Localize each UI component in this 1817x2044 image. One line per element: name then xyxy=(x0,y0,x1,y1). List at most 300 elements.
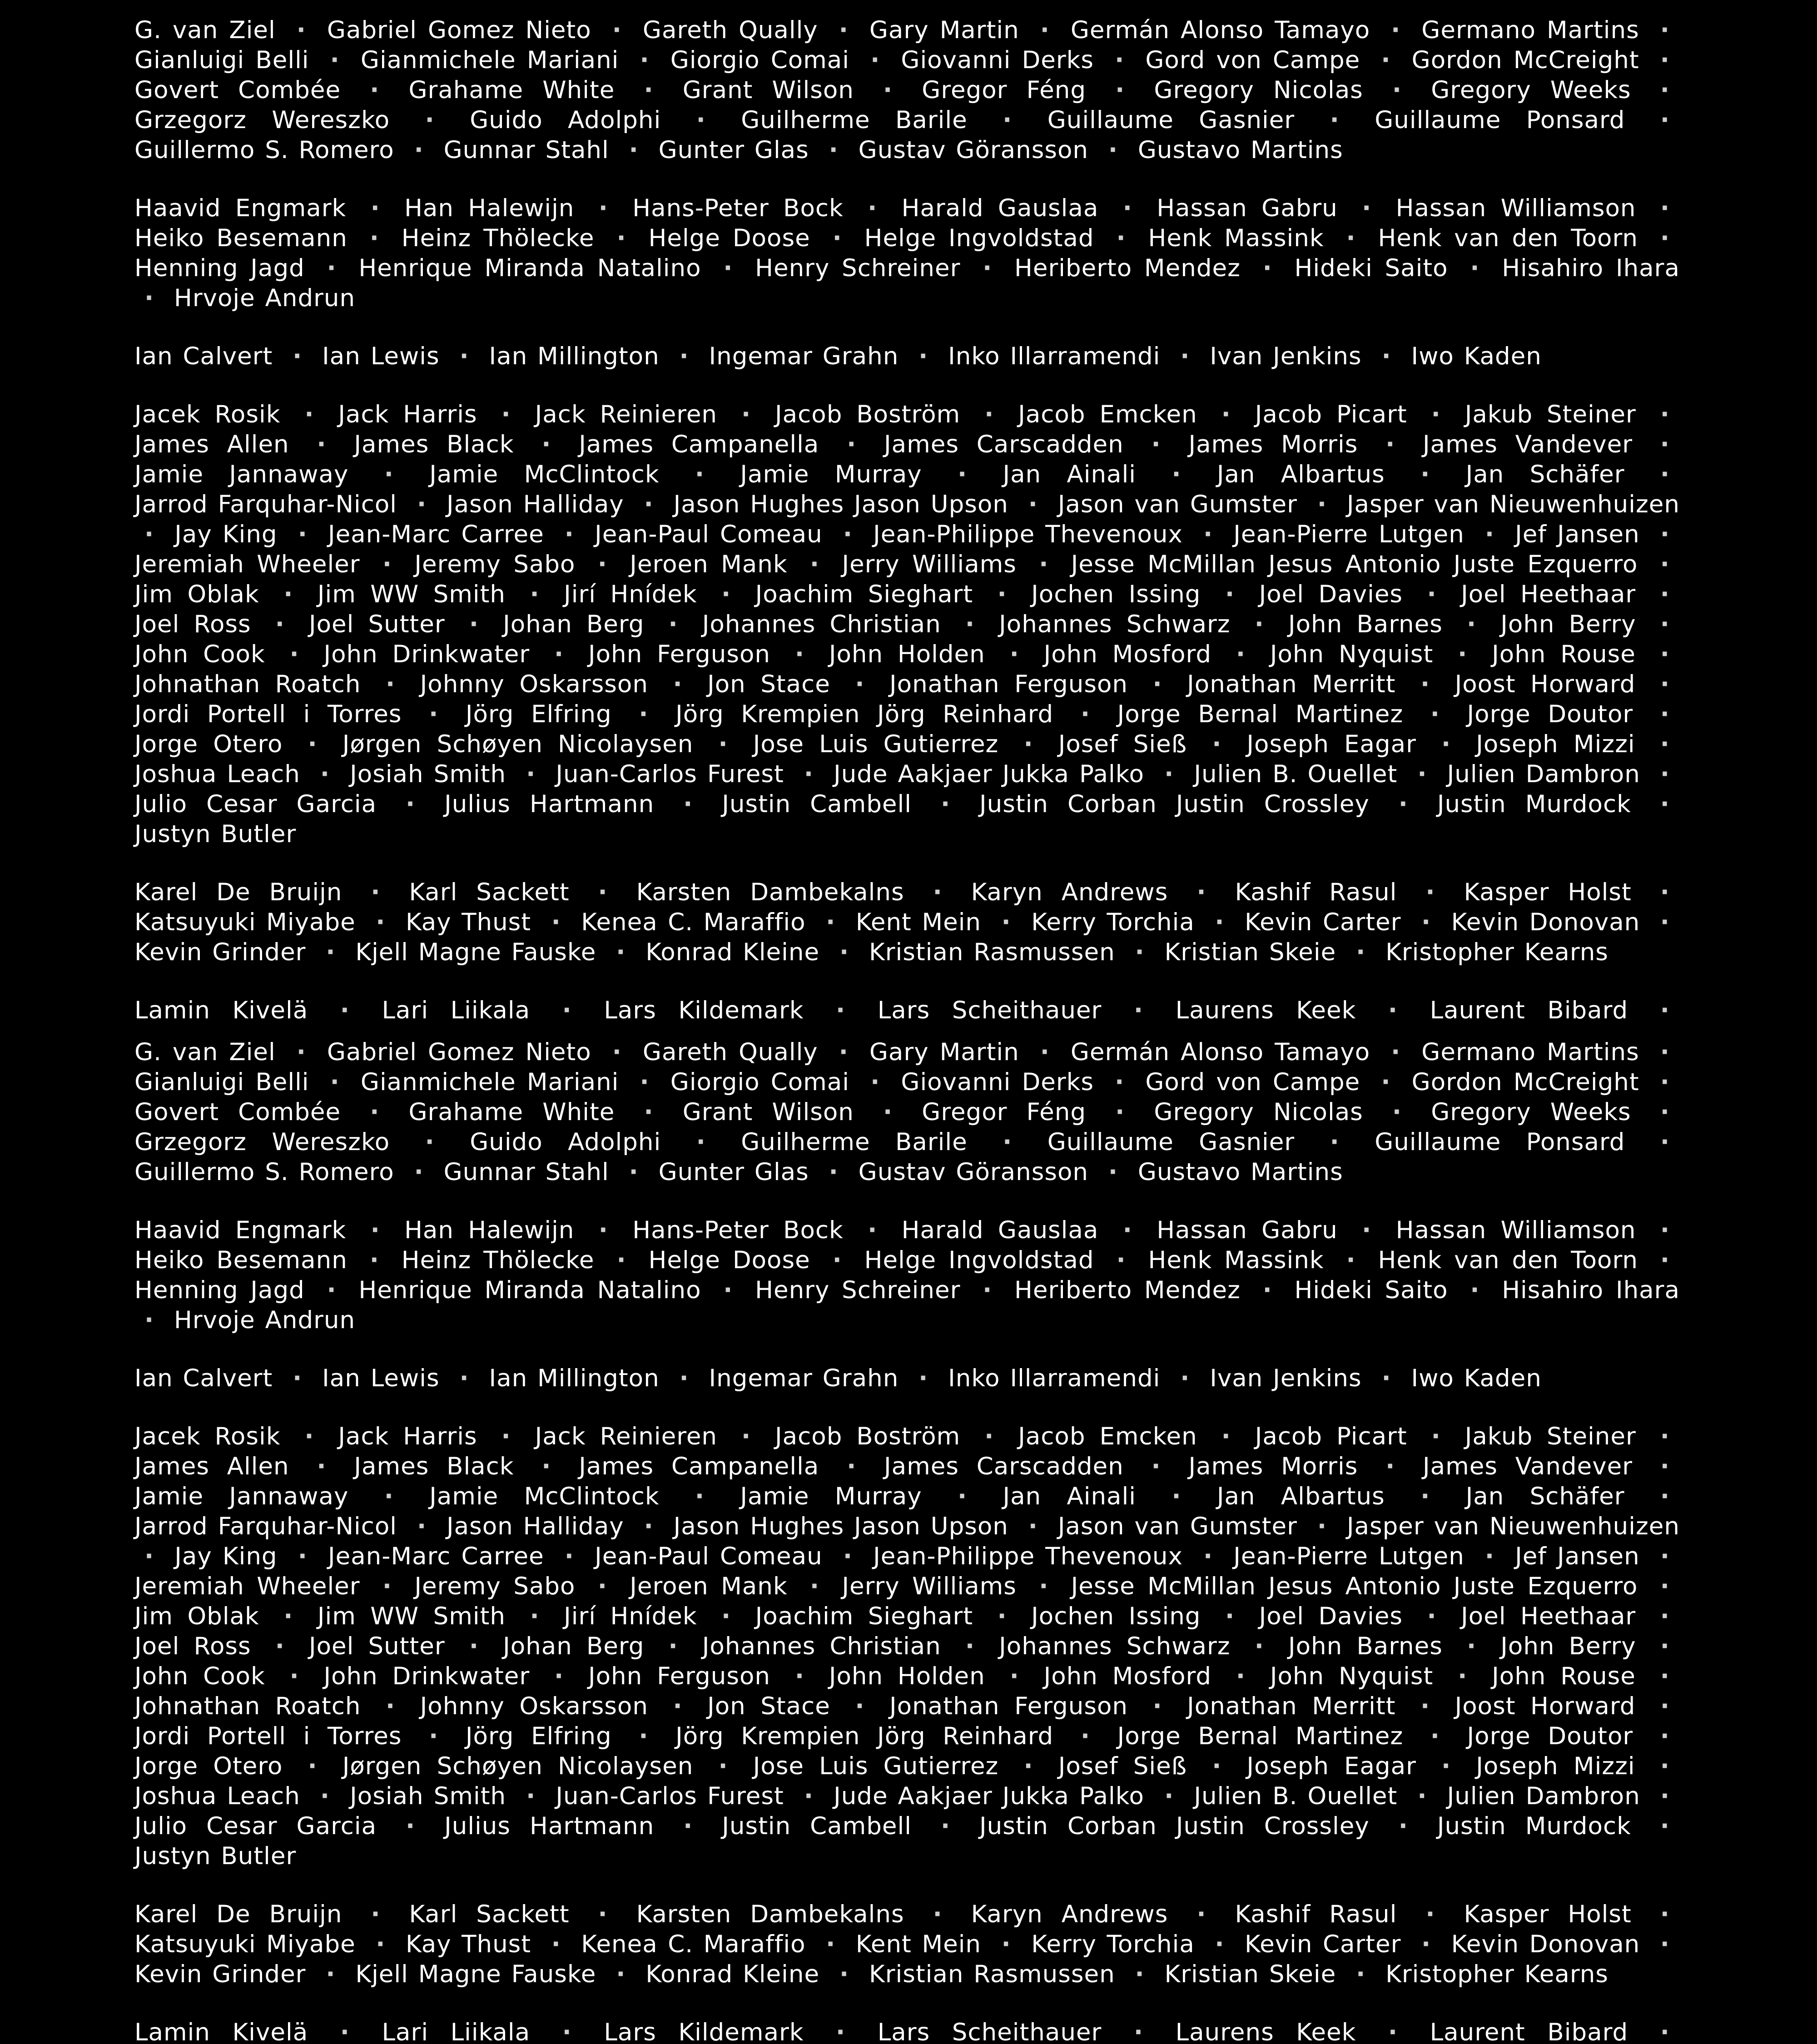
credits-group-k xyxy=(134,878,1680,967)
contributor-name: Guillermo S. Romero xyxy=(134,1158,394,1186)
separator-dot: · xyxy=(644,76,654,104)
contributor-name: Giovanni Derks xyxy=(901,1068,1094,1096)
contributor-name: Josef Sieß xyxy=(1058,730,1187,758)
contributor-name: Kashif Rasul xyxy=(1235,878,1397,906)
contributor-name: Haavid Engmark xyxy=(134,1216,347,1244)
contributor-name: Gary Martin xyxy=(869,16,1019,44)
contributor-name: John Cook xyxy=(134,1662,265,1690)
separator-dot: · xyxy=(304,401,314,428)
contributor-name: Jörg Krempien Jörg Reinhard xyxy=(675,700,1054,728)
contributor-name: Lamin Kivelä xyxy=(134,2019,308,2044)
separator-dot: · xyxy=(696,1128,706,1156)
separator-dot: · xyxy=(1356,938,1366,966)
credits-group-i xyxy=(134,342,1680,372)
contributor-name: Lars Kildemark xyxy=(604,997,804,1022)
contributor-name: Ian Millington xyxy=(489,342,660,370)
contributor-name: Justin Murdock xyxy=(1437,790,1631,818)
contributor-name: Julius Hartmann xyxy=(444,790,655,818)
contributor-name: Jerry Williams xyxy=(842,551,1017,578)
separator-dot: · xyxy=(564,521,574,548)
contributor-name: Guillermo S. Romero xyxy=(134,136,394,164)
contributor-name: Justin Corban Justin Crossley xyxy=(979,790,1370,818)
contributor-name: Iwo Kaden xyxy=(1411,1364,1542,1392)
separator-dot: · xyxy=(957,1483,968,1510)
contributor-name: Joseph Mizzi xyxy=(1476,730,1635,758)
contributor-name: Johannes Schwarz xyxy=(999,610,1231,638)
separator-dot: · xyxy=(1001,1930,1011,1958)
separator-dot: · xyxy=(1660,46,1670,74)
contributor-name: Haavid Engmark xyxy=(134,194,347,222)
contributor-name: Jack Reinieren xyxy=(535,401,718,428)
separator-dot: · xyxy=(1212,730,1222,758)
contributor-name: Jason van Gumster xyxy=(1057,1513,1297,1540)
separator-dot: · xyxy=(1660,1752,1670,1780)
contributor-name: Jude Aakjaer Jukka Palko xyxy=(834,760,1144,788)
contributor-name: Jack Harris xyxy=(338,1423,477,1450)
contributor-name: Heinz Thölecke xyxy=(401,224,595,252)
contributor-name: Justin Cambell xyxy=(722,790,912,818)
separator-dot: · xyxy=(1262,254,1272,282)
separator-dot: · xyxy=(1122,194,1132,222)
contributor-name: Jorge Otero xyxy=(134,730,283,758)
contributor-name: Kristopher Kearns xyxy=(1385,938,1608,966)
contributor-name: Ingemar Grahn xyxy=(709,1364,899,1392)
contributor-name: John Berry xyxy=(1500,610,1636,638)
separator-dot: · xyxy=(1164,1782,1174,1810)
separator-dot: · xyxy=(1381,46,1391,74)
credits-group-h xyxy=(134,1215,1680,1335)
contributor-name: James Black xyxy=(354,1453,514,1480)
contributor-name: Jason van Gumster xyxy=(1057,491,1297,518)
contributor-name: Jean-Paul Comeau xyxy=(595,1543,823,1570)
contributor-name: Germano Martins xyxy=(1421,16,1639,44)
contributor-name: Karsten Dambekalns xyxy=(636,1900,904,1928)
separator-dot: · xyxy=(382,551,392,578)
separator-dot: · xyxy=(1420,670,1430,698)
contributor-name: John Drinkwater xyxy=(323,640,530,668)
separator-dot: · xyxy=(1420,1483,1430,1510)
contributor-name: Jørgen Schøyen Nicolaysen xyxy=(342,1752,694,1780)
separator-dot: · xyxy=(965,610,975,638)
separator-dot: · xyxy=(741,401,751,428)
contributor-name: Katsuyuki Miyabe xyxy=(134,908,356,936)
separator-dot: · xyxy=(598,194,608,222)
separator-dot: · xyxy=(997,580,1007,608)
separator-dot: · xyxy=(369,224,379,252)
contributor-name: Grahame White xyxy=(408,1098,615,1126)
contributor-name: Helge Doose xyxy=(648,224,810,252)
contributor-name: Ian Calvert xyxy=(134,1364,273,1392)
separator-dot: · xyxy=(1484,1543,1495,1570)
contributor-name: Jorge Bernal Martinez xyxy=(1117,1722,1404,1750)
separator-dot: · xyxy=(340,2019,350,2044)
separator-dot: · xyxy=(1470,1276,1480,1304)
contributor-name: Joel Sutter xyxy=(309,610,445,638)
separator-dot: · xyxy=(1660,224,1670,252)
contributor-name: John Barnes xyxy=(1288,610,1443,638)
separator-dot: · xyxy=(417,491,427,518)
separator-dot: · xyxy=(376,1930,386,1958)
separator-dot: · xyxy=(933,1900,943,1928)
contributor-name: Hrvoje Andrun xyxy=(174,284,356,312)
separator-dot: · xyxy=(1385,1453,1395,1480)
separator-dot: · xyxy=(1221,1423,1231,1450)
contributor-name: Gabriel Gomez Nieto xyxy=(327,16,591,44)
contributor-name: Jorge Otero xyxy=(134,1752,283,1780)
separator-dot: · xyxy=(1660,16,1670,44)
separator-dot: · xyxy=(644,491,654,518)
separator-dot: · xyxy=(1122,1216,1132,1244)
contributor-name: Joel Sutter xyxy=(309,1632,445,1660)
contributor-name: Inko Illarramendi xyxy=(948,1364,1161,1392)
separator-dot: · xyxy=(1115,76,1125,104)
separator-dot: · xyxy=(839,1038,849,1066)
contributor-name: Helge Ingvoldstad xyxy=(864,1246,1094,1274)
contributor-name: Gianmichele Mariani xyxy=(360,1068,619,1096)
separator-dot: · xyxy=(144,284,154,312)
contributor-name: Gianmichele Mariani xyxy=(360,46,619,74)
separator-dot: · xyxy=(679,1364,689,1392)
separator-dot: · xyxy=(1388,997,1398,1022)
contributor-name: Guilherme Barile xyxy=(741,106,968,134)
separator-dot: · xyxy=(551,908,561,936)
contributor-name: Joost Horward xyxy=(1455,1692,1636,1720)
separator-dot: · xyxy=(1236,640,1246,668)
contributor-name: Jeremiah Wheeler xyxy=(134,1573,360,1600)
contributor-name: John Mosford xyxy=(1043,1662,1212,1690)
contributor-name: Jean-Philippe Thevenoux xyxy=(873,521,1183,548)
separator-dot: · xyxy=(289,1662,299,1690)
separator-dot: · xyxy=(855,670,865,698)
contributor-name: Jonathan Merritt xyxy=(1187,1692,1396,1720)
contributor-name: Grzegorz Wereszko xyxy=(134,1128,390,1156)
contributor-name: Han Halewijn xyxy=(404,194,575,222)
separator-dot: · xyxy=(320,1782,330,1810)
contributor-name: Joel Davies xyxy=(1259,580,1403,608)
contributor-name: Johnny Oskarsson xyxy=(420,670,648,698)
separator-dot: · xyxy=(1203,521,1213,548)
contributor-name: Helge Doose xyxy=(648,1246,810,1274)
separator-dot: · xyxy=(1467,1632,1477,1660)
contributor-name: Karel De Bruijn xyxy=(134,1900,343,1928)
contributor-name: John Rouse xyxy=(1492,640,1636,668)
separator-dot: · xyxy=(639,1722,649,1750)
separator-dot: · xyxy=(275,610,285,638)
separator-dot: · xyxy=(541,1453,551,1480)
separator-dot: · xyxy=(883,1098,893,1126)
separator-dot: · xyxy=(1458,640,1468,668)
separator-dot: · xyxy=(1009,640,1019,668)
contributor-name: Jochen Issing xyxy=(1031,580,1201,608)
contributor-name: Karl Sackett xyxy=(409,878,570,906)
separator-dot: · xyxy=(1116,224,1126,252)
separator-dot: · xyxy=(1660,580,1670,608)
credits-list xyxy=(134,15,1680,1022)
separator-dot: · xyxy=(870,46,880,74)
separator-dot: · xyxy=(826,1930,836,1958)
separator-dot: · xyxy=(326,938,336,966)
contributor-name: Justyn Butler xyxy=(134,1842,297,1870)
contributor-name: Kristopher Kearns xyxy=(1385,1960,1608,1988)
separator-dot: · xyxy=(1420,1692,1430,1720)
separator-dot: · xyxy=(839,938,849,966)
credits-viewport-bottom xyxy=(0,1022,1817,2044)
separator-dot: · xyxy=(283,580,293,608)
separator-dot: · xyxy=(679,342,689,370)
separator-dot: · xyxy=(1660,1038,1670,1066)
contributor-name: Han Halewijn xyxy=(404,1216,575,1244)
contributor-name: Jerry Williams xyxy=(842,1573,1017,1600)
separator-dot: · xyxy=(289,640,299,668)
contributor-name: Laurent Bibard xyxy=(1430,997,1628,1022)
credits-group-l xyxy=(134,996,1680,1022)
contributor-name: Lars Kildemark xyxy=(604,2019,804,2044)
separator-dot: · xyxy=(1381,342,1391,370)
separator-dot: · xyxy=(1212,1752,1222,1780)
contributor-name: Jean-Marc Carree xyxy=(328,1543,544,1570)
contributor-name: Joel Ross xyxy=(134,1632,251,1660)
separator-dot: · xyxy=(1660,401,1670,428)
separator-dot: · xyxy=(1425,1900,1435,1928)
contributor-name: Jirí Hnídek xyxy=(564,580,697,608)
separator-dot: · xyxy=(1039,1573,1049,1600)
separator-dot: · xyxy=(1660,461,1670,488)
separator-dot: · xyxy=(1133,2019,1144,2044)
separator-dot: · xyxy=(317,1453,327,1480)
separator-dot: · xyxy=(144,1543,154,1570)
separator-dot: · xyxy=(983,1276,993,1304)
separator-dot: · xyxy=(1398,1812,1408,1840)
separator-dot: · xyxy=(723,1276,733,1304)
contributor-name: Gregory Nicolas xyxy=(1154,76,1363,104)
contributor-name: Gustav Göransson xyxy=(858,136,1088,164)
separator-dot: · xyxy=(320,760,330,788)
contributor-name: Gareth Qually xyxy=(642,16,818,44)
separator-dot: · xyxy=(417,1513,427,1540)
separator-dot: · xyxy=(327,254,337,282)
contributor-name: Kevin Carter xyxy=(1245,1930,1401,1958)
contributor-name: Jonathan Ferguson xyxy=(889,670,1128,698)
separator-dot: · xyxy=(369,1246,379,1274)
separator-dot: · xyxy=(1180,342,1190,370)
contributor-name: Germano Martins xyxy=(1421,1038,1639,1066)
contributor-name: Jacob Emcken xyxy=(1018,1423,1197,1450)
credits-list xyxy=(134,1037,1680,2044)
separator-dot: · xyxy=(327,1276,337,1304)
contributor-name: Govert Combée xyxy=(134,76,341,104)
separator-dot: · xyxy=(564,1543,574,1570)
separator-dot: · xyxy=(809,1573,820,1600)
separator-dot: · xyxy=(1180,1364,1190,1392)
contributor-name: Kevin Grinder xyxy=(134,1960,306,1988)
separator-dot: · xyxy=(1381,1068,1391,1096)
separator-dot: · xyxy=(1660,1782,1670,1810)
contributor-name: Jesse McMillan Jesus Antonio Juste Ezquerro xyxy=(1071,551,1638,578)
contributor-name: Hassan Williamson xyxy=(1395,194,1636,222)
separator-dot: · xyxy=(501,1423,511,1450)
contributor-name: Karl Sackett xyxy=(409,1900,570,1928)
separator-dot: · xyxy=(829,1158,839,1186)
separator-dot: · xyxy=(530,1602,540,1630)
contributor-name: Gord von Campe xyxy=(1145,1068,1360,1096)
contributor-name: James Morris xyxy=(1188,1453,1358,1480)
separator-dot: · xyxy=(296,16,306,44)
contributor-name: Julien Dambron xyxy=(1447,760,1640,788)
contributor-name: Jacek Rosik xyxy=(134,401,281,428)
separator-dot: · xyxy=(296,1038,306,1066)
separator-dot: · xyxy=(1467,610,1477,638)
credits-group-k xyxy=(134,1900,1680,1989)
separator-dot: · xyxy=(639,700,649,728)
separator-dot: · xyxy=(829,136,839,164)
contributor-name: Guido Adolphi xyxy=(470,106,661,134)
separator-dot: · xyxy=(1330,1128,1340,1156)
separator-dot: · xyxy=(629,136,639,164)
contributor-name: Gregory Weeks xyxy=(1431,76,1631,104)
contributor-name: John Nyquist xyxy=(1270,1662,1434,1690)
separator-dot: · xyxy=(1039,551,1049,578)
separator-dot: · xyxy=(1660,1423,1670,1450)
separator-dot: · xyxy=(144,1306,154,1334)
separator-dot: · xyxy=(826,908,836,936)
contributor-name: Jacob Picart xyxy=(1255,401,1407,428)
separator-dot: · xyxy=(997,1602,1007,1630)
separator-dot: · xyxy=(1398,790,1408,818)
contributor-name: Jim WW Smith xyxy=(317,1602,506,1630)
separator-dot: · xyxy=(1427,580,1437,608)
contributor-name: John Ferguson xyxy=(588,640,770,668)
contributor-name: Kevin Carter xyxy=(1245,908,1401,936)
contributor-name: Laurens Keek xyxy=(1175,997,1356,1022)
contributor-name: Jorge Doutor xyxy=(1467,1722,1633,1750)
contributor-name: Gianluigi Belli xyxy=(134,1068,309,1096)
contributor-name: Joshua Leach xyxy=(134,760,300,788)
contributor-name: Jan Ainali xyxy=(1003,1483,1136,1510)
separator-dot: · xyxy=(425,106,435,134)
contributor-name: Josiah Smith xyxy=(350,760,506,788)
separator-dot: · xyxy=(1164,760,1174,788)
contributor-name: Kristian Skeie xyxy=(1164,1960,1336,1988)
contributor-name: Jacob Picart xyxy=(1255,1423,1407,1450)
separator-dot: · xyxy=(1660,1722,1670,1750)
separator-dot: · xyxy=(1203,1543,1213,1570)
separator-dot: · xyxy=(616,224,626,252)
separator-dot: · xyxy=(1660,670,1670,698)
contributor-name: Karyn Andrews xyxy=(971,1900,1168,1928)
separator-dot: · xyxy=(1660,878,1670,906)
separator-dot: · xyxy=(1385,431,1395,458)
contributor-name: Jeremiah Wheeler xyxy=(134,551,360,578)
contributor-name: Johannes Schwarz xyxy=(999,1632,1231,1660)
separator-dot: · xyxy=(554,1662,564,1690)
separator-dot: · xyxy=(598,1216,608,1244)
contributor-name: Giorgio Comai xyxy=(670,46,850,74)
separator-dot: · xyxy=(1392,76,1402,104)
contributor-name: Jean-Pierre Lutgen xyxy=(1233,521,1465,548)
separator-dot: · xyxy=(384,461,394,488)
contributor-name: Jack Reinieren xyxy=(535,1423,718,1450)
contributor-name: Gabriel Gomez Nieto xyxy=(327,1038,591,1066)
separator-dot: · xyxy=(1196,878,1206,906)
separator-dot: · xyxy=(1660,1930,1670,1958)
separator-dot: · xyxy=(918,342,928,370)
contributor-name: Jack Harris xyxy=(338,401,477,428)
contributor-name: Jeroen Mank xyxy=(630,1573,788,1600)
separator-dot: · xyxy=(1346,224,1356,252)
separator-dot: · xyxy=(940,1812,951,1840)
contributor-name: Giovanni Derks xyxy=(901,46,1094,74)
separator-dot: · xyxy=(1356,1960,1366,1988)
separator-dot: · xyxy=(1660,700,1670,728)
separator-dot: · xyxy=(741,1423,751,1450)
separator-dot: · xyxy=(326,1960,336,1988)
contributor-name: Jörg Krempien Jörg Reinhard xyxy=(675,1722,1054,1750)
contributor-name: Henk van den Toorn xyxy=(1378,224,1638,252)
separator-dot: · xyxy=(855,1692,865,1720)
separator-dot: · xyxy=(469,1632,479,1660)
separator-dot: · xyxy=(836,997,846,1022)
contributor-name: Henning Jagd xyxy=(134,254,305,282)
separator-dot: · xyxy=(340,997,350,1022)
contributor-name: Jarrod Farquhar-Nicol xyxy=(134,491,397,518)
separator-dot: · xyxy=(1362,194,1372,222)
contributor-name: Gary Martin xyxy=(869,1038,1019,1066)
contributor-name: Gianluigi Belli xyxy=(134,46,309,74)
separator-dot: · xyxy=(1660,1453,1670,1480)
contributor-name: James Morris xyxy=(1188,431,1358,458)
contributor-name: Julien Dambron xyxy=(1447,1782,1640,1810)
contributor-name: Katsuyuki Miyabe xyxy=(134,1930,356,1958)
separator-dot: · xyxy=(616,938,626,966)
separator-dot: · xyxy=(984,401,994,428)
separator-dot: · xyxy=(839,16,849,44)
separator-dot: · xyxy=(832,1246,842,1274)
separator-dot: · xyxy=(933,878,943,906)
contributor-name: Giorgio Comai xyxy=(670,1068,850,1096)
contributor-name: Guillaume Ponsard xyxy=(1375,106,1625,134)
contributor-name: Johnathan Roatch xyxy=(134,1692,361,1720)
contributor-name: Jamie Murray xyxy=(740,1483,922,1510)
contributor-name: Kent Mein xyxy=(855,1930,982,1958)
separator-dot: · xyxy=(847,1453,857,1480)
contributor-name: Gareth Qually xyxy=(642,1038,818,1066)
contributor-name: Jacob Boström xyxy=(775,1423,961,1450)
separator-dot: · xyxy=(629,1158,639,1186)
contributor-name: Laurens Keek xyxy=(1175,2019,1356,2044)
contributor-name: James Carscadden xyxy=(884,1453,1124,1480)
contributor-name: Jordi Portell i Torres xyxy=(134,700,402,728)
contributor-name: John Barnes xyxy=(1288,1632,1443,1660)
credits-group-j xyxy=(134,400,1680,849)
contributor-name: Kenea C. Maraffio xyxy=(581,1930,806,1958)
separator-dot: · xyxy=(1430,700,1440,728)
separator-dot: · xyxy=(1028,491,1038,518)
contributor-name: Jan Albartus xyxy=(1216,461,1385,488)
contributor-name: Hisahiro Ihara xyxy=(1502,1276,1680,1304)
contributor-name: Henry Schreiner xyxy=(755,254,961,282)
contributor-name: Ian Lewis xyxy=(322,1364,440,1392)
contributor-name: Gregor Féng xyxy=(922,1098,1086,1126)
separator-dot: · xyxy=(1660,1128,1670,1156)
separator-dot: · xyxy=(1023,1752,1033,1780)
contributor-name: James Carscadden xyxy=(884,431,1124,458)
contributor-name: John Berry xyxy=(1500,1632,1636,1660)
separator-dot: · xyxy=(683,1812,693,1840)
separator-dot: · xyxy=(459,1364,469,1392)
separator-dot: · xyxy=(370,194,380,222)
contributor-name: James Campanella xyxy=(579,1453,819,1480)
separator-dot: · xyxy=(1362,1216,1372,1244)
